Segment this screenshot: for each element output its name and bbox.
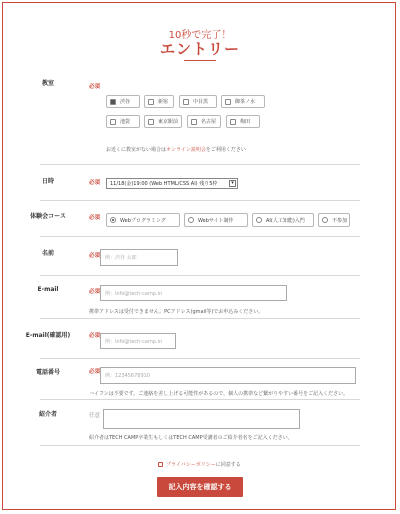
classroom-option-ochanomizu[interactable]: 御茶ノ水: [221, 95, 265, 108]
phone-label: 電話番号: [35, 369, 60, 376]
checkbox: [230, 119, 236, 125]
privacy-agree[interactable]: プライバシーポリシー に同意する: [158, 461, 241, 468]
radio-selected: [110, 217, 116, 223]
chevron-down-icon: ▾: [229, 180, 236, 187]
header-subtitle: 10秒で完了！: [168, 30, 232, 41]
divider: [40, 399, 360, 400]
agree-checkbox[interactable]: [158, 462, 163, 467]
email-required-badge: 必須: [89, 289, 101, 295]
classroom-option-nagoya[interactable]: 名古屋: [187, 115, 221, 128]
referrer-optional-badge: 任意: [89, 413, 101, 419]
divider: [40, 200, 360, 201]
classroom-option-ikebukuro[interactable]: 池袋: [106, 115, 140, 128]
checkbox: [225, 99, 231, 105]
radio: [322, 217, 328, 223]
classroom-note: お近くに教室がない場合はオンライン説明会をご利用ください: [106, 147, 246, 153]
page-title: エントリー: [159, 40, 240, 58]
checkbox: [148, 119, 154, 125]
divider: [40, 318, 360, 319]
referrer-input[interactable]: [103, 409, 300, 429]
divider: [40, 164, 360, 165]
divider: [40, 275, 360, 276]
checkbox: [110, 119, 116, 125]
referrer-note: 紹介者はTECH CAMP卒業生もしくはTECH CAMP受講者のご紹介者名をご記入ください。: [89, 435, 293, 441]
course-option-web-site[interactable]: Webサイト制作: [184, 213, 248, 227]
divider: [40, 358, 360, 359]
classroom-option-nakameguro[interactable]: 中目黒: [179, 95, 217, 108]
online-session-link[interactable]: オンライン説明会: [166, 147, 206, 153]
course-label: 体験会コース: [30, 213, 66, 220]
datetime-required-badge: 必須: [89, 180, 101, 186]
radio: [188, 217, 194, 223]
email-note: 携帯アドレスは受付できません。PCアドレス(gmail等)でお申込みください。: [89, 309, 264, 315]
classroom-option-tokyo[interactable]: 東京駅前: [144, 115, 182, 128]
datetime-select[interactable]: 11/18(金)19:00 (Web HTML/CSS AI) 残り5枠 ▾: [106, 178, 238, 189]
course-option-web-programming[interactable]: Webプログラミング: [106, 213, 180, 227]
email-input[interactable]: 例：info@tech-camp.in: [100, 285, 287, 301]
classroom-option-umeda[interactable]: 梅田: [226, 115, 260, 128]
name-input[interactable]: 例：渋谷 太郎: [100, 249, 178, 266]
classroom-required-badge: 必須: [89, 84, 101, 90]
email-confirm-label: E-mail(確認用): [25, 332, 71, 339]
checkbox: [183, 99, 189, 105]
phone-required-badge: 必須: [89, 369, 101, 375]
course-option-ai[interactable]: AI(人工知能)入門: [252, 213, 314, 227]
divider: [40, 445, 360, 446]
phone-note: ハイフンは不要です。ご連絡を差し上げる可能性があるので、個人の携帯など繋がりやすい番号をご記入ください。: [89, 391, 349, 397]
referrer-label: 紹介者: [38, 411, 57, 418]
checkbox: [148, 99, 154, 105]
classroom-option-shibuya[interactable]: 渋谷: [106, 95, 140, 108]
radio: [256, 217, 262, 223]
classroom-option-shinjuku[interactable]: 新宿: [144, 95, 174, 108]
datetime-label: 日時: [41, 178, 54, 185]
email-confirm-input[interactable]: 例：info@tech-camp.in: [100, 333, 176, 349]
privacy-policy-link[interactable]: プライバシーポリシー: [166, 462, 216, 468]
name-required-badge: 必須: [89, 253, 101, 259]
title-underline: [184, 60, 216, 61]
checkbox-checked: [110, 99, 116, 105]
phone-input[interactable]: 例：12345678910: [100, 367, 356, 384]
email-label: E-mail: [37, 286, 59, 293]
divider: [40, 236, 360, 237]
submit-button[interactable]: 記入内容を確認する: [157, 477, 243, 497]
course-required-badge: 必須: [89, 215, 101, 221]
name-label: 名前: [41, 250, 54, 257]
course-option-none[interactable]: 不参加: [318, 213, 350, 227]
email-confirm-required-badge: 必須: [89, 333, 101, 339]
classroom-label: 教室: [41, 80, 54, 87]
checkbox: [191, 119, 197, 125]
